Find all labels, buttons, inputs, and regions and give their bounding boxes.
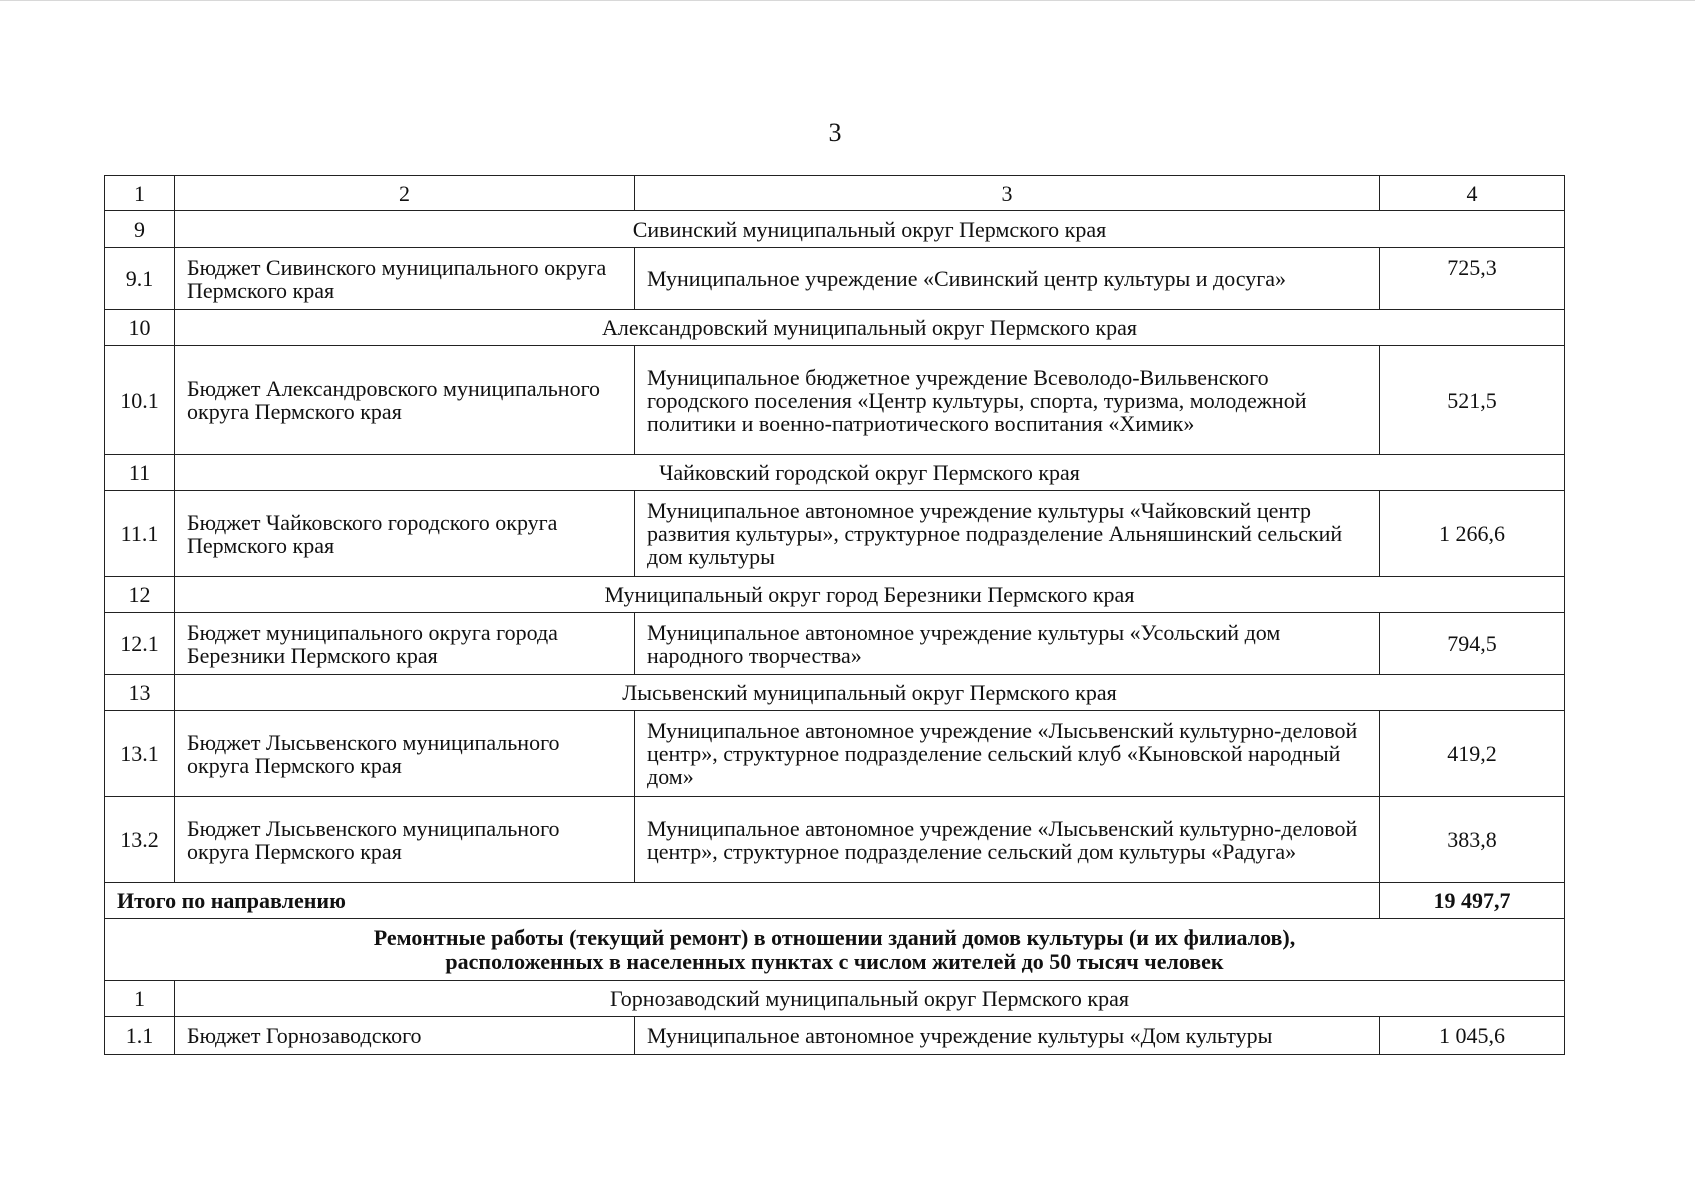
budget-cell: Бюджет Чайковского городского округа Пермского края bbox=[175, 491, 635, 577]
district-name: Чайковский городской округ Пермского края bbox=[175, 455, 1565, 491]
district-name: Сивинский муниципальный округ Пермского края bbox=[175, 211, 1565, 248]
total-row bbox=[105, 883, 1565, 919]
section-heading-row bbox=[105, 919, 1565, 981]
district-name: Муниципальный округ город Березники Пермского края bbox=[175, 577, 1565, 613]
institution-cell: Муниципальное автономное учреждение «Лысьвенский культурно-деловой центр», структурное подразделение сельский дом культуры «Радуга» bbox=[635, 797, 1380, 883]
district-row bbox=[105, 981, 1565, 1017]
district-name: Горнозаводский муниципальный округ Пермского края bbox=[175, 981, 1565, 1017]
row-number: 13.2 bbox=[105, 797, 175, 883]
institution-cell: Муниципальное автономное учреждение культуры «Дом культуры bbox=[635, 1017, 1380, 1055]
table-row bbox=[105, 1017, 1565, 1055]
row-number: 10 bbox=[105, 310, 175, 346]
page-number: 3 bbox=[828, 118, 842, 147]
row-number: 9 bbox=[105, 211, 175, 248]
institution-cell: Муниципальное автономное учреждение «Лысьвенский культурно-деловой центр», структурное подразделение сельский клуб «Кыновской народный дом» bbox=[635, 711, 1380, 797]
district-row bbox=[105, 310, 1565, 346]
section-heading-line: Ремонтные работы (текущий ремонт) в отношении зданий домов культуры (и их филиалов), bbox=[373, 924, 1296, 950]
row-number: 9.1 bbox=[105, 248, 175, 310]
total-label: Итого по направлению bbox=[105, 883, 1380, 919]
amount-cell: 725,3 bbox=[1380, 248, 1565, 310]
row-number: 11 bbox=[105, 455, 175, 491]
amount-cell: 521,5 bbox=[1380, 346, 1565, 455]
header-cell: 4 bbox=[1380, 176, 1565, 211]
amount-cell: 1 266,6 bbox=[1380, 491, 1565, 577]
budget-cell: Бюджет Александровского муниципального округа Пермского края bbox=[175, 346, 635, 455]
row-number: 1.1 bbox=[105, 1017, 175, 1055]
institution-cell: Муниципальное бюджетное учреждение Всеволодо-Вильвенского городского поселения «Центр культуры, спорта, туризма, молодежной политики и военно-патриотического воспитания «Химик» bbox=[635, 346, 1380, 455]
institution-cell: Муниципальное автономное учреждение культуры «Усольский дом народного творчества» bbox=[635, 613, 1380, 675]
budget-cell: Бюджет Сивинского муниципального округа Пермского края bbox=[175, 248, 635, 310]
district-row bbox=[105, 211, 1565, 248]
header-cell: 2 bbox=[175, 176, 635, 211]
row-number: 12.1 bbox=[105, 613, 175, 675]
row-number: 13.1 bbox=[105, 711, 175, 797]
district-row bbox=[105, 455, 1565, 491]
budget-cell: Бюджет муниципального округа города Березники Пермского края bbox=[175, 613, 635, 675]
table-row bbox=[105, 491, 1565, 577]
institution-cell: Муниципальное автономное учреждение культуры «Чайковский центр развития культуры», структурное подразделение Альняшинский сельский дом культуры bbox=[635, 491, 1380, 577]
district-row bbox=[105, 675, 1565, 711]
budget-cell: Бюджет Горнозаводского bbox=[175, 1017, 635, 1055]
table-row bbox=[105, 248, 1565, 310]
row-number: 13 bbox=[105, 675, 175, 711]
amount-cell: 383,8 bbox=[1380, 797, 1565, 883]
amount-cell: 794,5 bbox=[1380, 613, 1565, 675]
section-heading-line: расположенных в населенных пунктах с числом жителей до 50 тысяч человек bbox=[445, 948, 1224, 974]
table-row bbox=[105, 346, 1565, 455]
total-amount: 19 497,7 bbox=[1380, 883, 1565, 919]
row-number: 12 bbox=[105, 577, 175, 613]
amount-cell: 419,2 bbox=[1380, 711, 1565, 797]
section-heading bbox=[105, 919, 1565, 981]
institution-cell: Муниципальное учреждение «Сивинский центр культуры и досуга» bbox=[635, 248, 1380, 310]
budget-cell: Бюджет Лысьвенского муниципального округа Пермского края bbox=[175, 711, 635, 797]
table-header-row bbox=[105, 176, 1565, 211]
table-row bbox=[105, 711, 1565, 797]
budget-cell: Бюджет Лысьвенского муниципального округа Пермского края bbox=[175, 797, 635, 883]
allocation-table bbox=[104, 175, 1565, 1055]
header-cell: 1 bbox=[105, 176, 175, 211]
district-row bbox=[105, 577, 1565, 613]
table-row bbox=[105, 797, 1565, 883]
row-number: 1 bbox=[105, 981, 175, 1017]
district-name: Александровский муниципальный округ Пермского края bbox=[175, 310, 1565, 346]
row-number: 10.1 bbox=[105, 346, 175, 455]
header-cell: 3 bbox=[635, 176, 1380, 211]
district-name: Лысьвенский муниципальный округ Пермского края bbox=[175, 675, 1565, 711]
table-row bbox=[105, 613, 1565, 675]
amount-cell: 1 045,6 bbox=[1380, 1017, 1565, 1055]
row-number: 11.1 bbox=[105, 491, 175, 577]
